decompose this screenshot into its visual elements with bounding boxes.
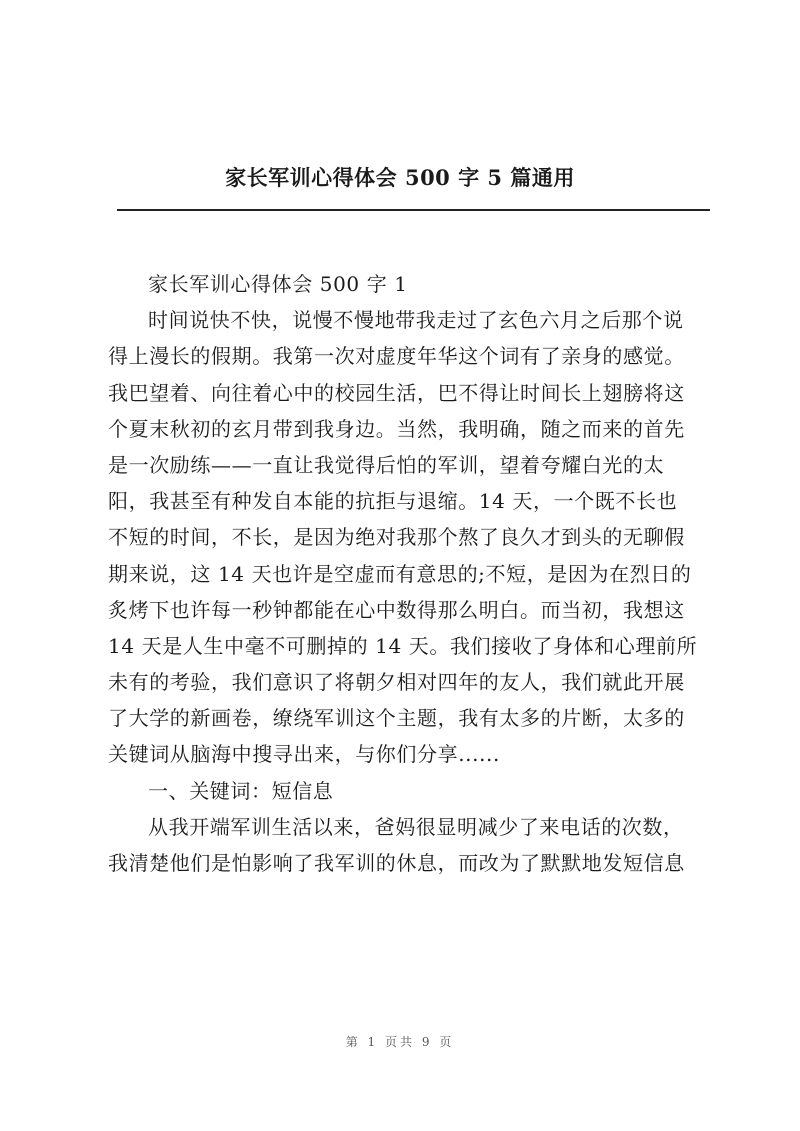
text-line: 从我开端军训生活以来，爸妈很显明减少了来电话的次数，	[148, 814, 684, 839]
text-line: 阳，我甚至有种发自本能的抗拒与退缩。14 天，一个既不长也	[108, 489, 678, 514]
text-line: 期来说，这 14 天也许是空虚而有意思的;不短，是因为在烈日的	[108, 561, 692, 586]
title-underline	[117, 209, 710, 211]
text-line: 了大学的新画卷，缭绕军训这个主题，我有太多的片断，太多的	[108, 706, 685, 731]
text-line: 我巴望着、向往着心中的校园生活，巴不得让时间长上翅膀将这	[108, 380, 685, 405]
text-line: 我清楚他们是怕影响了我军训的休息，而改为了默默地发短信息	[108, 851, 685, 875]
text-line: 得上漫长的假期。我第一次对虚度年华这个词有了亲身的感觉。	[108, 344, 685, 369]
section-heading: 一、关键词：短信息	[148, 778, 334, 803]
text-line: 14 天是人生中毫不可删掉的 14 天。我们接收了身体和心理前所	[108, 633, 698, 658]
document-body	[108, 266, 708, 881]
text-line: 个夏末秋初的玄月带到我身边。当然，我明确，随之而来的首先	[108, 416, 685, 441]
text-line: 不短的时间，不长，是因为绝对我那个熬了良久才到头的无聊假	[108, 525, 685, 550]
text-line: 炙烤下也许每一秒钟都能在心中数得那么明白。而当初，我想这	[108, 597, 685, 622]
page-footer: 第 1 页共 9 页	[345, 1035, 455, 1049]
text-line: 关键词从脑海中搜寻出来，与你们分享......	[108, 742, 500, 767]
text-line: 家长军训心得体会 500 字 1	[148, 272, 408, 296]
text-line: 时间说快不快，说慢不慢地带我走过了玄色六月之后那个说	[148, 308, 684, 333]
document-title: 家长军训心得体会 500 字 5 篇通用	[225, 165, 575, 190]
text-line: 未有的考验，我们意识了将朝夕相对四年的友人，我们就此开展	[108, 670, 685, 695]
text-line: 是一次励练——一直让我觉得后怕的军训，望着夸耀白光的太	[108, 452, 665, 477]
